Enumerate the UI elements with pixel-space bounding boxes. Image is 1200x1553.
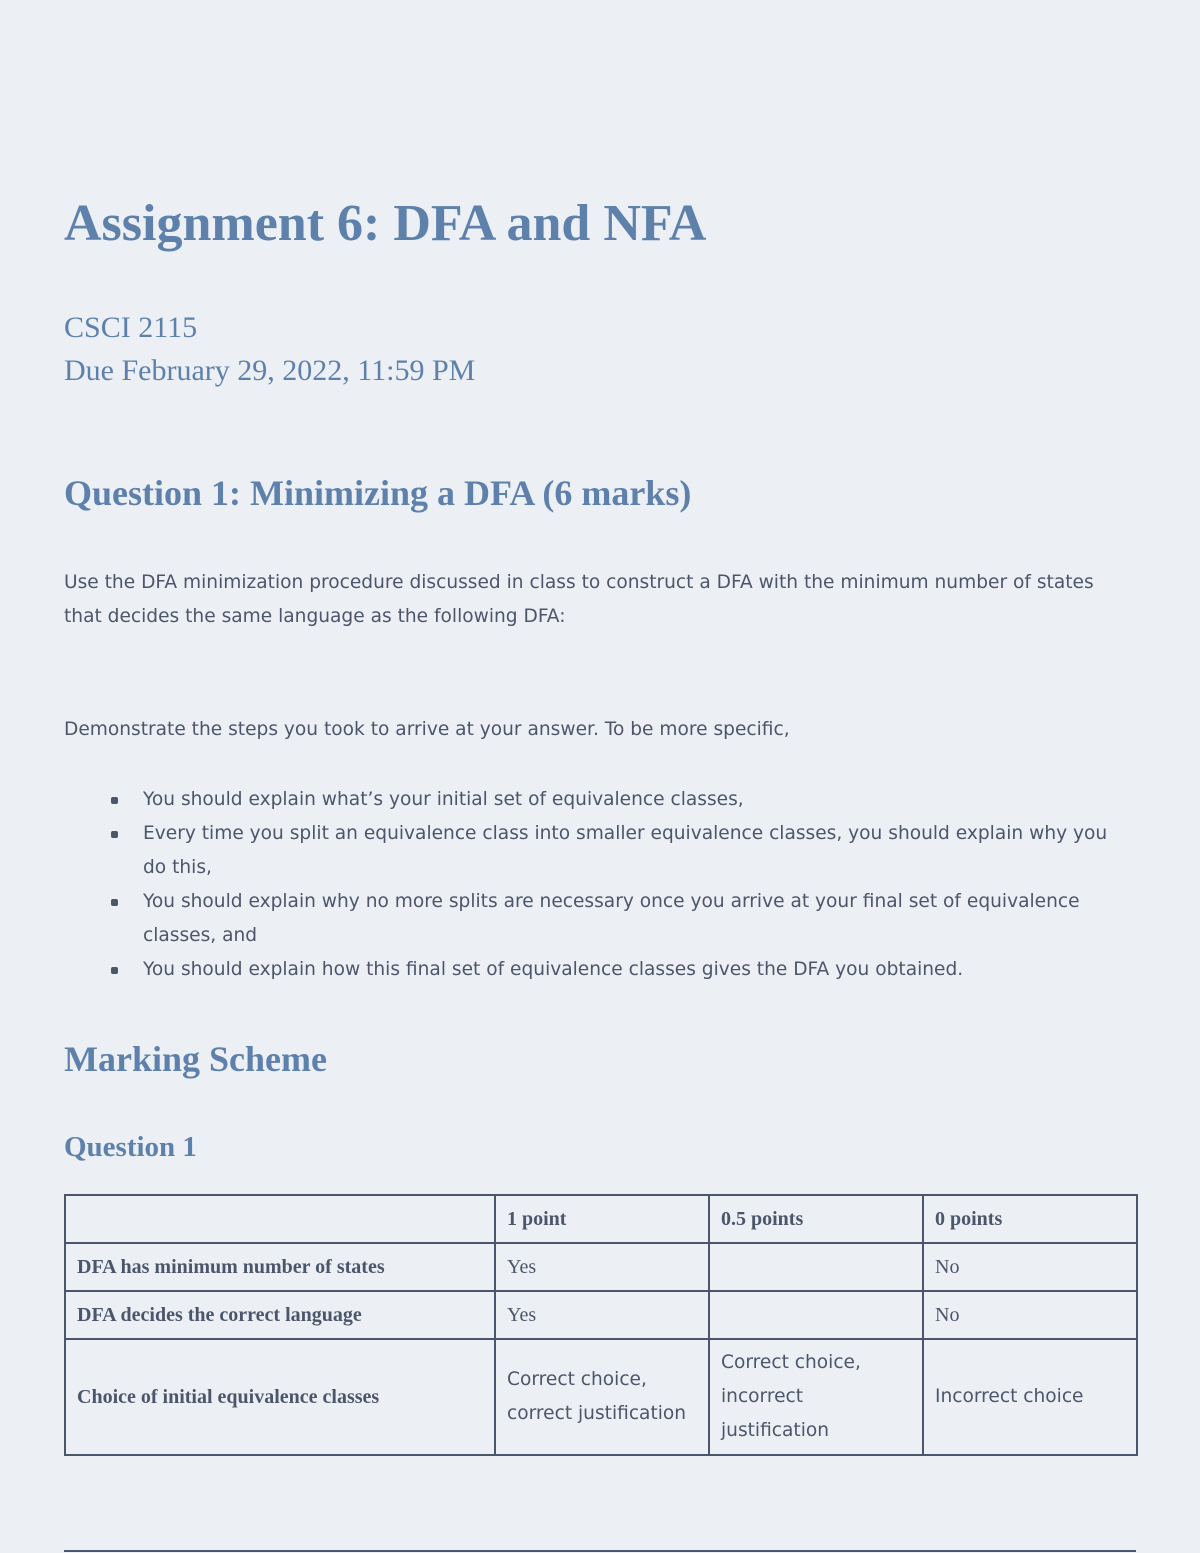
table-row [65,1291,1137,1339]
bullet-icon [111,899,118,906]
bullet-icon [111,967,118,974]
list-item-text: You should explain why no more splits are necessary once you arrive at your final set of equivalence classes, and [143,891,1080,946]
table-header-cell: 0.5 points [709,1195,923,1243]
table-row [65,1243,1137,1291]
table-header-cell: 0 points [923,1195,1137,1243]
horizontal-divider [64,1550,1136,1552]
table-cell: Yes [495,1291,709,1339]
table-header-row [65,1195,1137,1243]
list-item [64,885,1136,953]
requirements-list [64,783,1136,987]
table-cell: Correct choice, incorrect justification [709,1339,923,1455]
table-cell: No [923,1291,1137,1339]
marking-scheme-table [64,1194,1138,1456]
list-item [64,817,1136,885]
course-code: CSCI 2115 [64,311,198,344]
table-row [65,1339,1137,1455]
list-item-text: Every time you split an equivalence class into smaller equivalence classes, you should explain why you do this, [143,823,1108,878]
assignment-title: Assignment 6: DFA and NFA [64,195,707,252]
marking-question-1-heading: Question 1 [64,1131,197,1163]
bullet-icon [111,797,118,804]
question-1-heading: Question 1: Minimizing a DFA (6 marks) [64,473,692,513]
table-cell [709,1291,923,1339]
list-item-text: You should explain how this final set of equivalence classes gives the DFA you obtained. [143,959,964,980]
list-item [64,953,1136,987]
table-cell: Yes [495,1243,709,1291]
bullet-icon [111,831,118,838]
table-cell: No [923,1243,1137,1291]
document-page [64,0,1136,1553]
criterion-cell: Choice of initial equivalence classes [65,1339,495,1455]
due-date: Due February 29, 2022, 11:59 PM [64,354,476,387]
list-item [64,783,1136,817]
list-item-text: You should explain what’s your initial set of equivalence classes, [143,789,744,810]
question-1-instructions: Demonstrate the steps you took to arrive at your answer. To be more specific, [64,719,790,740]
criterion-cell: DFA has minimum number of states [65,1243,495,1291]
criterion-cell: DFA decides the correct language [65,1291,495,1339]
table-cell: Correct choice, correct justification [495,1339,709,1455]
question-1-intro: Use the DFA minimization procedure discussed in class to construct a DFA with the minimum number of states that decides the same language as the following DFA: [64,572,1094,627]
table-header-cell: 1 point [495,1195,709,1243]
table-cell: Incorrect choice [923,1339,1137,1455]
marking-scheme-heading: Marking Scheme [64,1039,327,1079]
table-cell [709,1243,923,1291]
table-header-cell [65,1195,495,1243]
